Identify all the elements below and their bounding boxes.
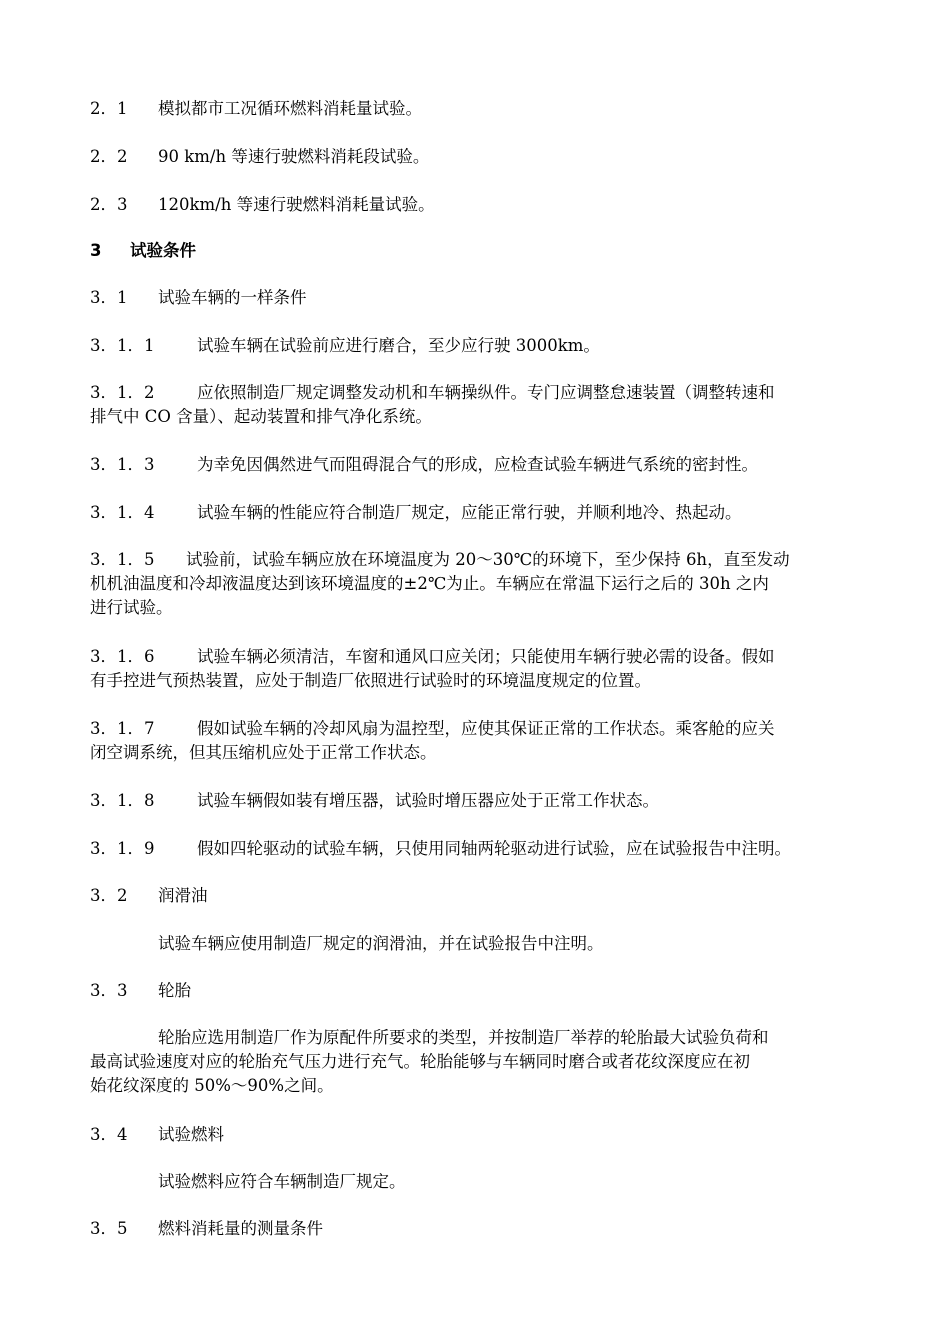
- section-text: 试验车辆的一样条件: [158, 288, 307, 307]
- section-text: 试验车辆的性能应符合制造厂规定，应能正常行驶，并顺利地冷、热起动。: [197, 503, 742, 522]
- section-3-1-2: [90, 381, 880, 429]
- section-text-line: 假如试验车辆的冷却风扇为温控型，应使其保证正常的工作状态。乘客舱的应关: [197, 719, 775, 738]
- section-3-4-body: [90, 1170, 948, 1194]
- section-text: 试验燃料: [158, 1125, 224, 1144]
- section-number: 3．2: [90, 886, 128, 905]
- section-text: 120km/h 等速行驶燃料消耗量试验。: [158, 195, 435, 214]
- section-3-1-1: [90, 334, 880, 358]
- section-number: 3．1．9: [90, 839, 155, 858]
- section-number: 2．2: [90, 147, 128, 166]
- section-number: 3: [90, 241, 102, 260]
- section-text-line: 进行试验。: [90, 598, 173, 617]
- section-text-line: 有手控进气预热装置，应处于制造厂依照进行试验时的环境温度规定的位置。: [90, 671, 651, 690]
- section-3-1: [90, 286, 880, 310]
- section-text-line: 排气中 CO 含量）、起动装置和排气净化系统。: [90, 407, 432, 426]
- section-3-1-6: [90, 645, 880, 693]
- section-number: 3．4: [90, 1125, 128, 1144]
- section-text: 润滑油: [158, 886, 208, 905]
- section-number: 3．3: [90, 981, 128, 1000]
- section-number: 3．5: [90, 1219, 128, 1238]
- section-2-2: [90, 145, 880, 169]
- section-title: 试验条件: [130, 241, 196, 260]
- section-text: 假如四轮驱动的试验车辆，只使用同轴两轮驱动进行试验，应在试验报告中注明。: [197, 839, 791, 858]
- section-3-3-body: [90, 1026, 880, 1098]
- section-text-line: 闭空调系统，但其压缩机应处于正常工作状态。: [90, 743, 437, 762]
- section-text: 燃料消耗量的测量条件: [158, 1219, 323, 1238]
- body-text-line: 轮胎应选用制造厂作为原配件所要求的类型，并按制造厂举荐的轮胎最大试验负荷和: [158, 1028, 769, 1047]
- section-3-1-9: [90, 837, 880, 861]
- section-number: 3．1．8: [90, 791, 155, 810]
- section-3-3: [90, 979, 880, 1003]
- section-number: 3．1．2: [90, 383, 155, 402]
- section-number: 2．3: [90, 195, 128, 214]
- body-text-line: 最高试验速度对应的轮胎充气压力进行充气。轮胎能够与车辆同时磨合或者花纹深度应在初: [90, 1052, 750, 1071]
- section-3-1-4: [90, 501, 880, 525]
- body-text-line: 始花纹深度的 50%～90%之间。: [90, 1076, 334, 1095]
- section-number: 3．1．7: [90, 719, 155, 738]
- section-text-line: 机机油温度和冷却液温度达到该环境温度的±2℃为止。车辆应在常温下运行之后的 30h 之内: [90, 574, 769, 593]
- section-3-heading: [90, 239, 880, 263]
- section-text-line: 试验前，试验车辆应放在环境温度为 20～30℃的环境下，至少保持 6h，直至发动: [186, 550, 790, 569]
- section-number: 3．1: [90, 288, 128, 307]
- section-text: 试验车辆在试验前应进行磨合，至少应行驶 3000km。: [197, 336, 600, 355]
- section-2-3: [90, 193, 880, 217]
- section-number: 3．1．1: [90, 336, 155, 355]
- section-3-2: [90, 884, 880, 908]
- section-number: 2．1: [90, 99, 128, 118]
- section-number: 3．1．5: [90, 550, 155, 569]
- section-3-2-body: [90, 932, 948, 956]
- section-number: 3．1．4: [90, 503, 155, 522]
- section-3-1-3: [90, 453, 880, 477]
- section-text-line: 试验车辆必须清洁，车窗和通风口应关闭；只能使用车辆行驶必需的设备。假如: [197, 647, 775, 666]
- section-3-1-7: [90, 717, 880, 765]
- section-3-1-8: [90, 789, 880, 813]
- section-text: 为幸免因偶然进气而阻碍混合气的形成，应检查试验车辆进气系统的密封性。: [197, 455, 758, 474]
- section-3-5: [90, 1217, 880, 1241]
- section-text-line: 应依照制造厂规定调整发动机和车辆操纵件。专门应调整怠速装置（调整转速和: [197, 383, 775, 402]
- section-number: 3．1．6: [90, 647, 155, 666]
- section-text: 轮胎: [158, 981, 191, 1000]
- body-text: 试验车辆应使用制造厂规定的润滑油，并在试验报告中注明。: [158, 934, 604, 953]
- section-3-4: [90, 1123, 880, 1147]
- section-text: 模拟都市工况循环燃料消耗量试验。: [158, 99, 422, 118]
- body-text: 试验燃料应符合车辆制造厂规定。: [158, 1172, 406, 1191]
- section-number: 3．1．3: [90, 455, 155, 474]
- section-3-1-5: [90, 548, 880, 620]
- section-2-1: [90, 97, 880, 121]
- section-text: 90 km/h 等速行驶燃料消耗段试验。: [158, 147, 430, 166]
- section-text: 试验车辆假如装有增压器，试验时增压器应处于正常工作状态。: [197, 791, 659, 810]
